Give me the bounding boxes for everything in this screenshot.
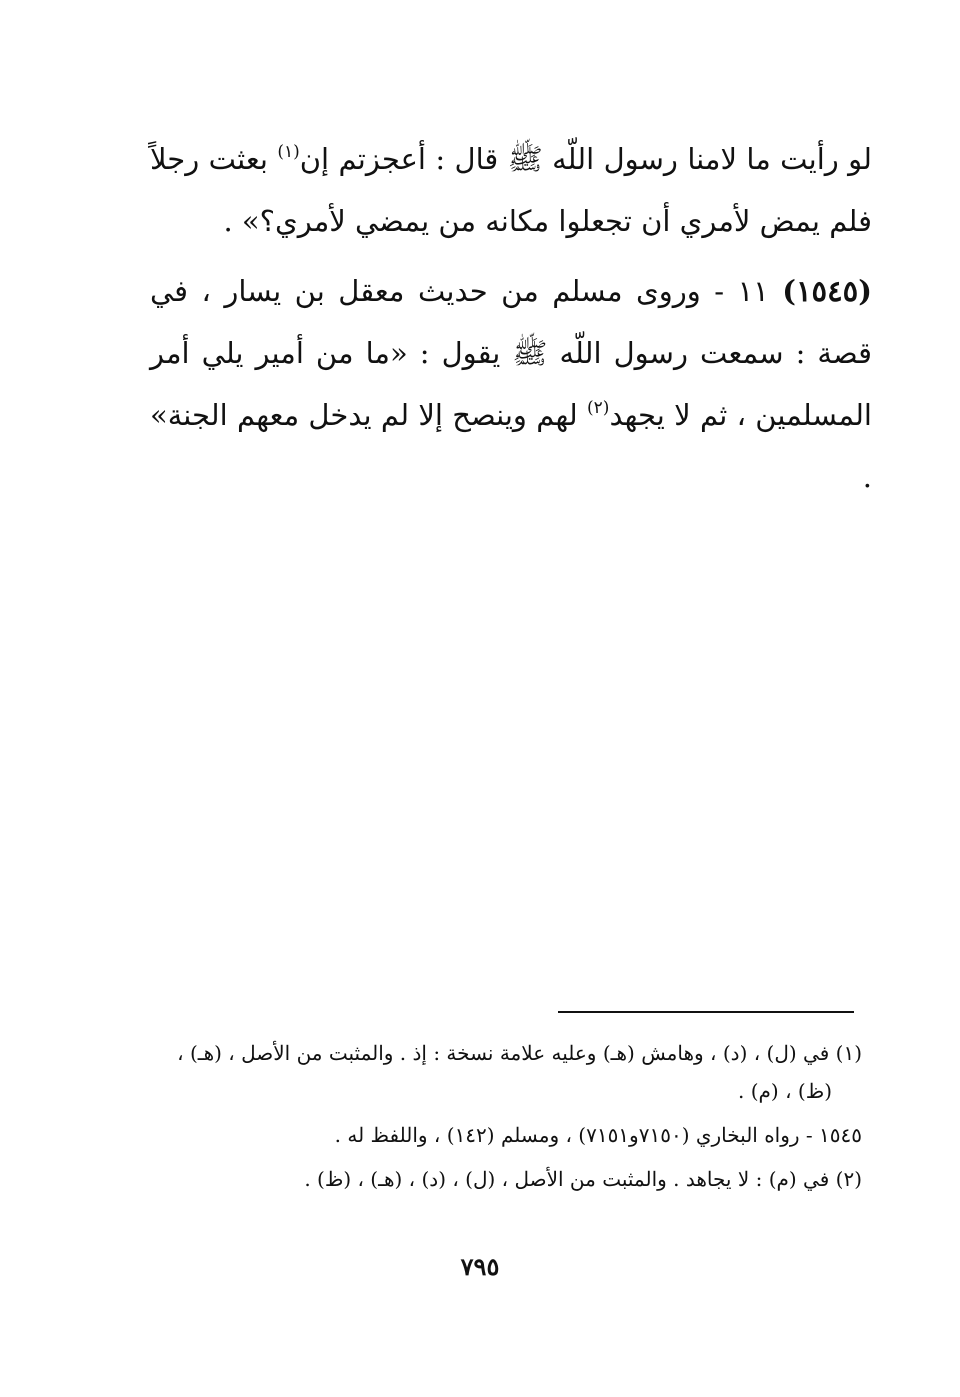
hadith-number: (١٥٤٥) bbox=[782, 274, 872, 308]
text-line: لأمري أن تجعلوا مكانه من يمضي لأمري؟» . bbox=[223, 204, 751, 238]
text-line: لهم وينصح إلا لم يدخل معهم الجنة» . bbox=[150, 398, 872, 494]
paragraph-hadith-1545 bbox=[150, 260, 872, 508]
main-text bbox=[150, 128, 872, 508]
footnote-source-1545: ١٥٤٥ - رواه البخاري (٧١٥٠و٧١٥١) ، ومسلم (١٤٢) ، واللفظ له . bbox=[334, 1123, 862, 1147]
footnote-line: (ظ) ، (م) . bbox=[738, 1079, 832, 1103]
text-line: يجهد bbox=[609, 398, 665, 432]
footnote-divider bbox=[558, 1011, 854, 1013]
footnote-ref-2: (٢) bbox=[587, 398, 610, 418]
text-line: بعثت رجلاً فلم يمض bbox=[150, 142, 872, 238]
footnote-line: (١) في (ل) ، (د) ، وهامش (هـ) وعليه علامة نسخة : إذ . والمثبت من الأصل ، (هـ) ، bbox=[177, 1041, 862, 1065]
text-line: ١١ - وروى مسلم من حديث معقل بن يسار ، في قصة : bbox=[150, 274, 872, 370]
footnote-1 bbox=[140, 1034, 862, 1110]
footnote-2: (٢) في (م) : لا يجاهد . والمثبت من الأصل ، (ل) ، (د) ، (هـ) ، (ظ) . bbox=[304, 1167, 862, 1191]
text-line: لو رأيت ما لامنا رسول اللّه ﷺ قال : أعجزتم إن bbox=[299, 142, 872, 176]
text-line: سمعت رسول اللّه ﷺ يقول : «ما من أمير يلي أمر المسلمين ، ثم لا bbox=[150, 336, 872, 432]
paragraph-1 bbox=[150, 128, 872, 252]
footnote-ref-1: (١) bbox=[277, 142, 300, 162]
page-number: ٧٩٥ bbox=[460, 1252, 500, 1281]
footnotes bbox=[140, 1034, 862, 1204]
